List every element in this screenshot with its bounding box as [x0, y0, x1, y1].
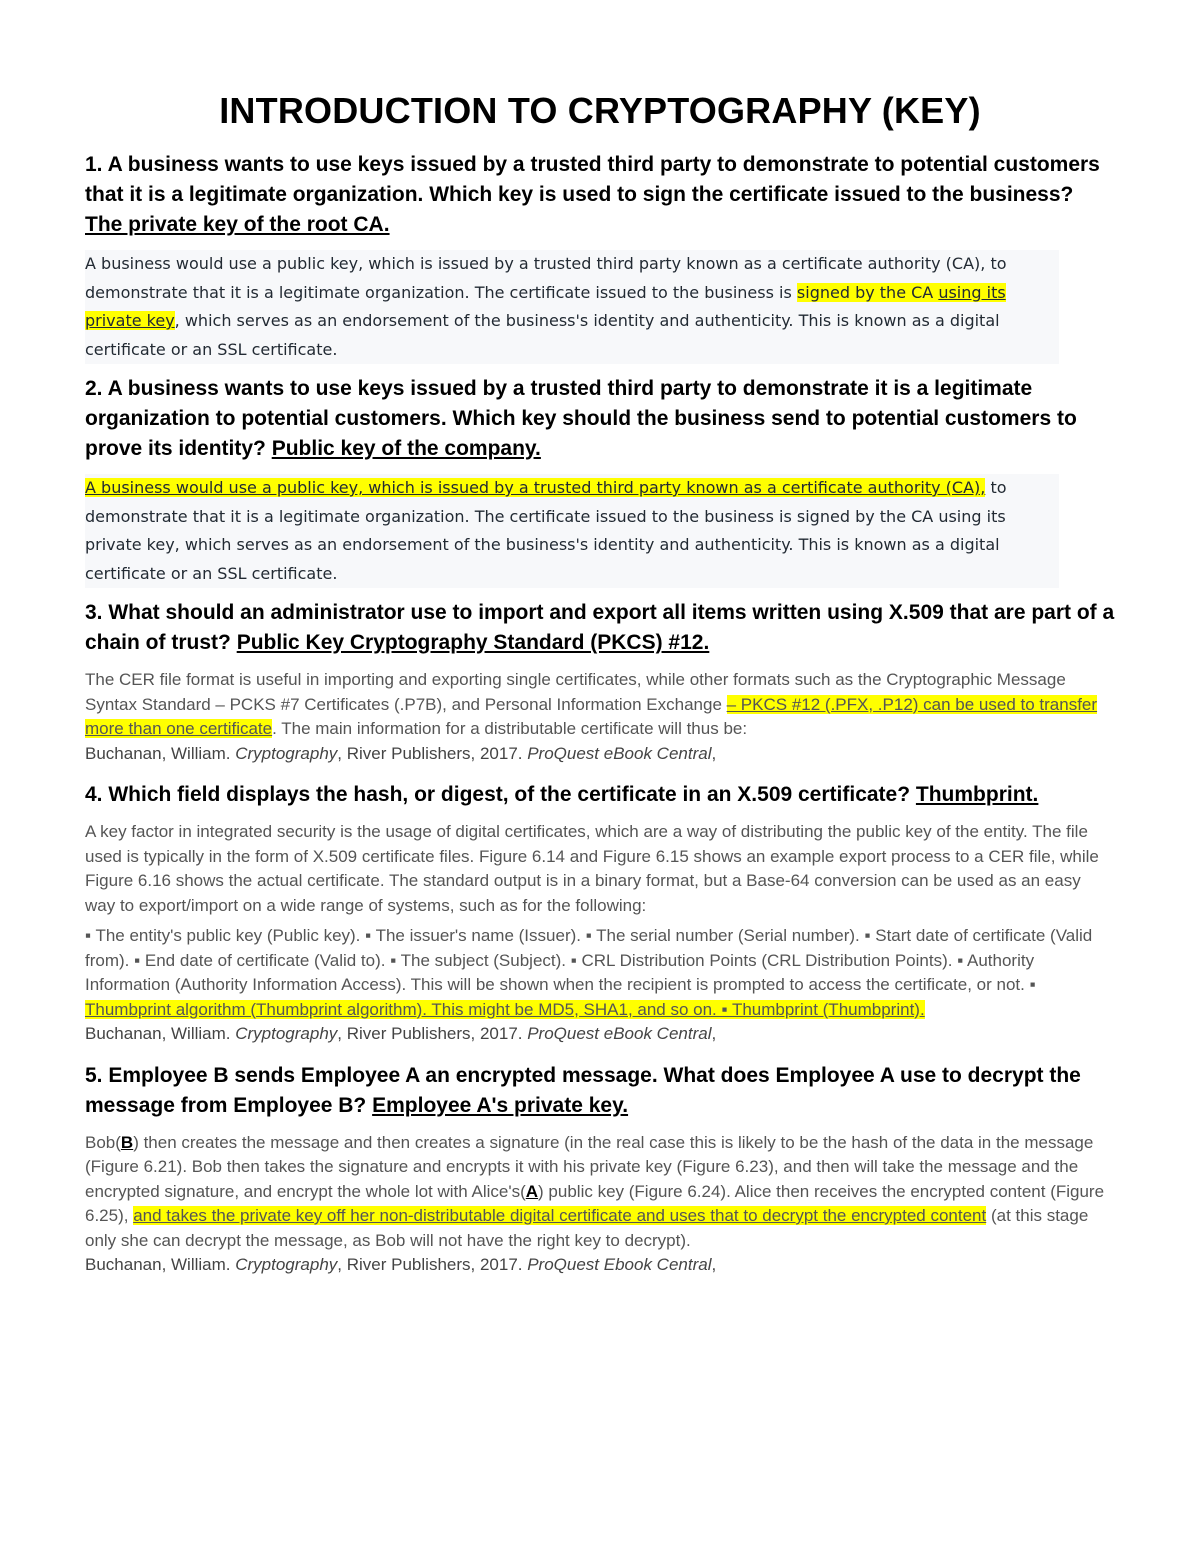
question-2-text: 2. A business wants to use keys issued by a trusted third party to demonstrate it is a legitimate organization to potential customers. Which key should the business send to potential customers to prove its identity?: [85, 377, 1077, 460]
answer-1: The private key of the root CA.: [85, 213, 390, 236]
page-title: INTRODUCTION TO CRYPTOGRAPHY (KEY): [219, 90, 981, 131]
citation-3: Buchanan, William. Cryptography, River Publishers, 2017. ProQuest eBook Central,: [85, 743, 717, 763]
answer-3: Public Key Cryptography Standard (PKCS) #12.: [236, 631, 710, 654]
question-5-text: 5. Employee B sends Employee A an encrypted message. What does Employee A use to decrypt the message from Employee B?: [85, 1063, 1081, 1117]
question-3: [85, 598, 1115, 658]
question-4: [85, 780, 1115, 810]
explanation-5: Bob(B) then creates the message and then creates a signature (in the real case this is likely to be the hash of the data in the message (Figure 6.21). Bob then takes the signature and encrypts it with his private key (Figure 6.23), and then will take the message and the encrypted signature, and encrypt the whole lot with Alice's(A) public key (Figure 6.24). Alice then receives the encrypted content (Figure 6.25), and takes the private key off her non-distributable digital certificate and uses that to decrypt the encrypted content (at this stage only she can decrypt the message, as Bob will not have the right key to decrypt). Buchanan, William. Cryptography, River Publishers, 2017. ProQuest Ebook Central,: [85, 1132, 1105, 1274]
citation-4: Buchanan, William. Cryptography, River Publishers, 2017. ProQuest eBook Central,: [85, 1024, 717, 1043]
question-5: [85, 1061, 1115, 1121]
explanation-2: A business would use a public key, which is issued by a trusted third party known as a certificate authority (CA), to demonstrate that it is a legitimate organization. The certificate issued to the business is signed by the CA using its private key, which serves as an endorsement of the business's identity and authenticity. This is known as a digital certificate or an SSL certificate.: [85, 474, 1059, 588]
highlight-underline: and takes the private key off her non-distributable digital certificate and uses that to decrypt the encrypted content: [133, 1206, 987, 1225]
explanation-3: The CER file format is useful in importing and exporting single certificates, while other formats such as the Cryptographic Message Syntax Standard – PCKS #7 Certificates (.P7B), and Personal Information Exchange – PKCS #12 (.PFX, .P12) can be used to transfer more than one certificate. The main information for a distributable certificate will thus be: Buchanan, William. Cryptography, River Publishers, 2017. ProQuest eBook Central,: [85, 670, 1098, 763]
document-page: [85, 78, 1115, 1292]
question-3-text: 3. What should an administrator use to import and export all items written using X.509 that are part of a chain of trust?: [85, 601, 1115, 654]
highlight: signed by the CA: [796, 282, 939, 302]
explanation-4-list: ▪ The entity's public key (Public key). ▪ The issuer's name (Issuer). ▪ The serial number (Serial number). ▪ Start date of certificate (Valid from). ▪ End date of certificate (Valid to). ▪ The subject (Subject). ▪ CRL Distribution Points (CRL Distribution Points). ▪ Authority Information (Authority Information Access). This will be shown when the recipient is prompted to access the certificate, or not. ▪ Thumbprint algorithm (Thumbprint algorithm). This might be MD5, SHA1, and so on. ▪ Thumbprint (Thumbprint). Buchanan, William. Cryptography, River Publishers, 2017. ProQuest eBook Central,: [85, 926, 1093, 1043]
highlight-underline: using its private key: [85, 282, 1006, 330]
question-1-text: 1. A business wants to use keys issued by a trusted third party to demonstrate to potential customers that it is a legitimate organization. Which key is used to sign the certificate issued to the business?: [85, 153, 1100, 206]
highlight-underline: A business would use a public key, which is issued by a trusted third party known as a certificate authority (CA),: [85, 478, 986, 497]
answer-5: Employee A's private key.: [372, 1093, 629, 1117]
question-2: [85, 374, 1115, 464]
answer-4: Thumbprint.: [915, 783, 1039, 806]
answer-2: Public key of the company.: [271, 437, 541, 460]
explanation-4: A key factor in integrated security is the usage of digital certificates, which are a way of distributing the public key of the entity. The file used is typically in the form of X.509 certificate files. Figure 6.14 and Figure 6.15 shows an example export process to a CER file, while Figure 6.16 shows the actual certificate. The standard output is in a binary format, but a Base-64 conversion can be used as an easy way to export/import on a wide range of systems, such as for the following:: [85, 822, 1099, 915]
explanation-1: A business would use a public key, which is issued by a trusted third party known as a certificate authority (CA), to demonstrate that it is a legitimate organization. The certificate issued to the business is signed by the CA using its private key, which serves as an endorsement of the business's identity and authenticity. This is known as a digital certificate or an SSL certificate.: [85, 250, 1059, 364]
question-4-text: 4. Which field displays the hash, or digest, of the certificate in an X.509 certificate?: [85, 783, 911, 806]
highlight-underline: – PKCS #12 (.PFX, .P12) can be used to transfer more than one certificate: [85, 694, 1098, 738]
question-1: [85, 150, 1115, 240]
highlight-underline: Thumbprint algorithm (Thumbprint algorithm). This might be MD5, SHA1, and so on. ▪ Thumbprint (Thumbprint).: [85, 999, 925, 1019]
citation-5: Buchanan, William. Cryptography, River Publishers, 2017. ProQuest Ebook Central,: [85, 1255, 717, 1274]
